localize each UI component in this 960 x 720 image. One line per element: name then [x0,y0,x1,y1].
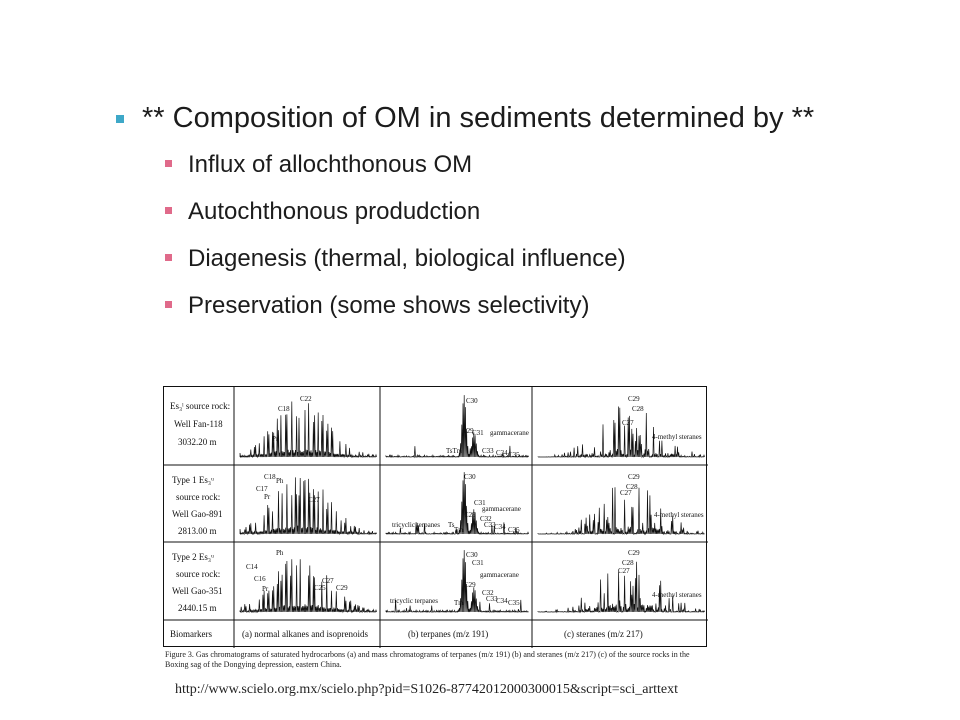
trace-alkanes-row-3 [240,559,377,612]
peak-label: C29 [628,395,640,403]
bullet-marker-icon [165,301,172,308]
bullet-marker-icon [165,254,172,261]
sub-bullet-text: Influx of allochthonous OM [188,151,473,178]
peak-label: C34 [496,449,508,457]
figure-caption: Figure 3. Gas chromatograms of saturated hydrocarbons (a) and mass chromatograms of terpanes (m/z 191) (b) and steranes (m/z 217) (c) of the source rocks in the Boxing sag of the Dongying depression, eastern China. [165,650,690,669]
figure-table [163,386,707,647]
peak-label: gammacerane [482,505,521,513]
peak-label: C31 [472,559,484,567]
peak-label: C22 [300,395,312,403]
peak-label: C29 [462,427,474,435]
bullet-marker-icon [116,115,124,123]
peak-label: Pr [272,435,279,443]
row-label-line: 2813.00 m [178,526,217,536]
peak-label: C29 [628,549,640,557]
peak-label: C30 [466,551,478,559]
peak-label: C33 [484,521,496,529]
row-label-line: source rock: [176,569,221,579]
peak-label: C27 [322,577,334,585]
peak-label: C32 [480,515,492,523]
peak-label: gammacerane [490,429,529,437]
row-label-line: Es₃ˡ source rock: [170,401,231,411]
row-label-line: source rock: [176,492,221,502]
peak-label: Pr [264,493,271,501]
peak-label: C28 [626,483,638,491]
main-bullet-text: ** Composition of OM in sediments determined by ** [142,102,815,134]
sub-bullet [110,197,900,227]
peak-label: gammacerane [480,571,519,579]
trace-steranes-row-1 [538,407,705,458]
sub-bullet [110,150,900,180]
footer-label-biomarkers: Biomarkers [170,629,212,639]
row-label-1 [170,401,230,447]
peak-label: C31 [474,499,486,507]
peak-label: C27 [618,567,630,575]
peak-label: C25 [314,584,326,592]
peak-label: C33 [482,447,494,455]
peak-label: Ts [448,521,455,529]
peak-label: Pr [262,585,269,593]
peak-label: C32 [482,589,494,597]
peak-label: C30 [464,473,476,481]
peak-label: C31 [472,429,484,437]
main-bullet [110,100,900,136]
peak-label: C29 [464,581,476,589]
source-url: http://www.scielo.org.mx/scielo.php?pid=S1026-87742012000300015&script=sci_arttext [175,682,679,697]
peak-label: Tm [454,599,464,607]
peak-label: Ph [276,477,284,485]
sub-bullet [110,244,900,274]
trace-alkanes-row-1 [240,402,377,458]
bullet-marker-icon [165,207,172,214]
peak-label: C27 [620,489,632,497]
peak-label: C17 [256,485,268,493]
peak-label: 4-methyl steranes [654,511,704,519]
peak-label: C35 [508,451,520,459]
peak-label: C28 [622,559,634,567]
row-label-line: Well Gao-351 [172,586,223,596]
peak-label: Tm [454,526,464,534]
footer-label-alkanes: (a) normal alkanes and isoprenoids [242,629,368,639]
figure-graphic [164,387,708,648]
peak-label: C33 [486,595,498,603]
peak-label: C18 [264,473,276,481]
peak-label: C34 [494,523,506,531]
peak-label: C30 [466,397,478,405]
peak-label: C16 [254,575,266,583]
peak-label: C27 [308,496,320,504]
peak-label: C29 [628,473,640,481]
row-label-line: Well Fan-118 [174,419,223,429]
peak-label: C28 [632,405,644,413]
peak-label: C27 [622,419,634,427]
peak-label: C29 [336,584,348,592]
row-label-line: 2440.15 m [178,603,217,613]
footer-label-steranes: (c) steranes (m/z 217) [564,629,643,639]
peak-label: C34 [496,597,508,605]
row-label-line: 3032.20 m [178,437,217,447]
footer-label-terpanes: (b) terpanes (m/z 191) [408,629,489,639]
sub-bullet-text: Autochthonous produdction [188,198,481,225]
peak-label: C18 [278,405,290,413]
peak-label: C35 [508,599,520,607]
chromatogram-figure [163,386,707,668]
bullet-list [110,100,900,321]
sub-bullet-text: Preservation (some shows selectivity) [188,292,590,319]
row-label-line: Type 2 Es₃ᵘ [172,552,214,562]
row-label-3 [172,552,223,613]
sub-bullet [110,291,900,321]
peak-label: TsTm [446,447,463,455]
row-label-2 [172,475,223,536]
sub-bullet-text: Diagenesis (thermal, biological influence) [188,245,626,272]
peak-label: C29 [464,511,476,519]
peak-label: Ph [276,549,284,557]
peak-label: C35 [508,526,520,534]
row-label-line: Well Gao-891 [172,509,223,519]
peak-label: C14 [246,563,258,571]
peak-label: tricyclic terpanes [392,521,441,529]
bullet-marker-icon [165,160,172,167]
peak-label: 4-methyl steranes [652,433,702,441]
peak-label: 4-methyl steranes [652,591,702,599]
row-label-line: Type 1 Es₃ᵘ [172,475,214,485]
peak-label: tricyclic terpanes [390,597,439,605]
